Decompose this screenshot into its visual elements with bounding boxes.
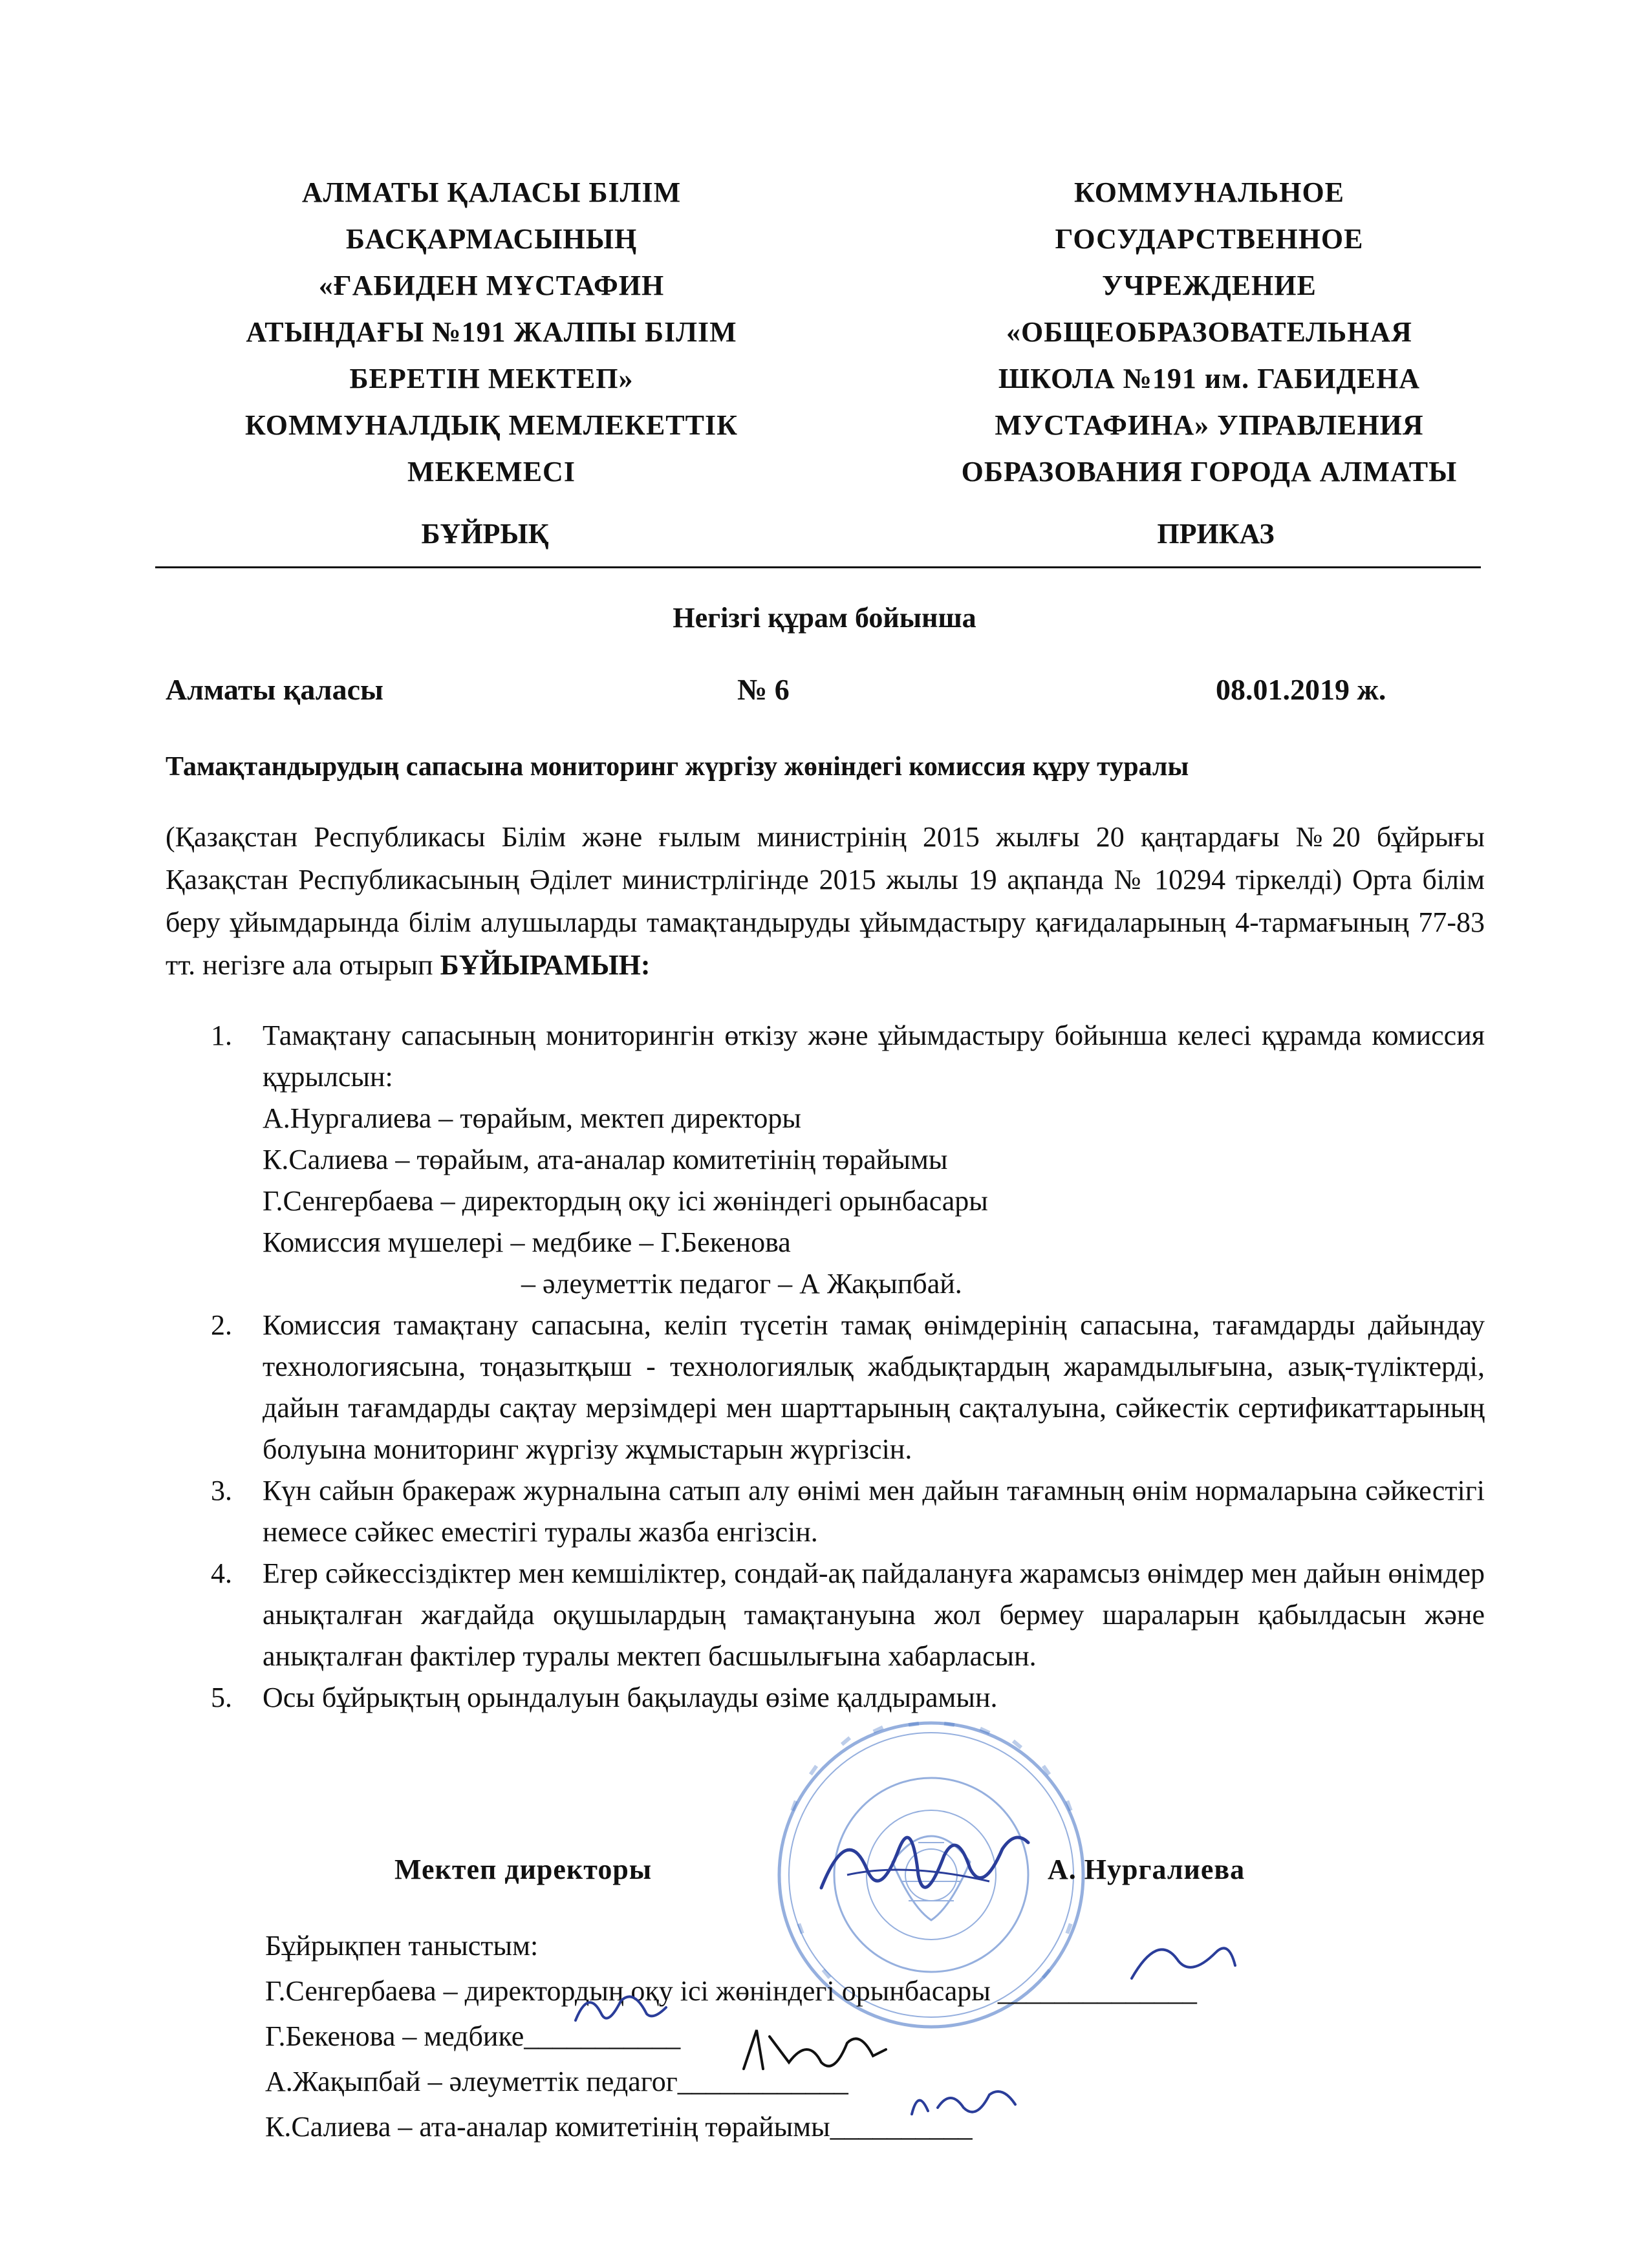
header-russian [912, 169, 1507, 495]
item-number: 1. [211, 1020, 232, 1051]
member-line: Г.Сенгербаева – директордың оқу ісі жөніндегі орынбасары [263, 1185, 988, 1217]
header-kz-line: АТЫНДАҒЫ №191 ЖАЛПЫ БІЛІМ [246, 316, 737, 348]
member-line: А.Нургалиева – төрайым, мектеп директоры [263, 1102, 801, 1134]
order-date: 08.01.2019 ж. [1216, 673, 1386, 706]
order-number: № 6 [737, 673, 790, 706]
list-item [166, 1677, 1485, 1718]
header-kz-line: АЛМАТЫ ҚАЛАСЫ БІЛІМ [301, 177, 682, 208]
member-line: – әлеуметтік педагог – А Жақыпбай. [521, 1268, 962, 1300]
signature-zhakypbai [737, 2024, 892, 2082]
header-divider [155, 566, 1481, 568]
header-ru-line: ГОСУДАРСТВЕННОЕ [1055, 223, 1364, 255]
header-kz-line: БЕРЕТІН МЕКТЕП» [349, 363, 634, 394]
preamble-text: (Қазақстан Республикасы Білім және ғылым министрінің 2015 жылғы 20 қаңтардағы №20 бұйрығы Қазақстан Республикасының Әділет министрлігінде 2015 жылы 19 ақпанда № 10294 тіркелді) Орта білім беру ұйымдарында білім алушыларды тамақтандыруды ұйымдастыру қағидаларының 4-тармағының 77-83 тт. негізге ала отырып [166, 821, 1485, 981]
item-text: Комиссия тамақтану сапасына, келіп түсетін тамақ өнімдерінің сапасына, тағамдарды дайындау технологиясына, тоңазытқыш - технологиялық жабдықтардың жарамдылығына, азық-түліктерді, дайын тағамдарды сақтау мерзімдері мен шарттарының сақталуына, сәйкестік сертификаттарының болуына мониторинг жүргізу жұмыстарын жүргізсін. [263, 1309, 1485, 1465]
item-text: Тамақтану сапасының мониторингін өткізу және ұйымдастыру бойынша келесі құрамда комиссия құрылсын: [263, 1020, 1485, 1093]
signature-name: А. Нургалиева [1048, 1854, 1245, 1885]
list-item [166, 1470, 1485, 1553]
director-signature [808, 1797, 1041, 1927]
list-item [166, 1305, 1485, 1470]
acknowledgement-block [265, 1923, 1197, 2150]
item-number: 3. [211, 1475, 232, 1506]
header-ru-line: ШКОЛА №191 им. ГАБИДЕНА [998, 363, 1421, 394]
order-city: Алматы қаласы [166, 673, 383, 706]
signature-title: Мектеп директоры [394, 1854, 652, 1885]
item-text: Егер сәйкессіздіктер мен кемшіліктер, сондай-ақ пайдалануға жарамсыз өнімдер мен дайын өнімдер анықталған жағдайда оқушылардың тамақтануына жол бермеу шараларын қабылдасын және анықталған фактілер туралы мектеп басшылығына хабарласын. [263, 1557, 1485, 1672]
item-text: Күн сайын бракераж журналына сатып алу өнімі мен дайын тағамның өнім нормаларына сәйкестігі немесе сәйкес еместігі туралы жазба енгізсін. [263, 1475, 1485, 1548]
acknowledgement-line: Г.Бекенова – медбике___________ [265, 2020, 681, 2052]
header-ru-line: КОММУНАЛЬНОЕ [1073, 177, 1345, 208]
signature-sengerbaeva [1119, 1927, 1248, 1991]
header-ru-line: МУСТАФИНА» УПРАВЛЕНИЯ [995, 409, 1424, 441]
header-kz-line: БАСҚАРМАСЫНЫҢ [345, 223, 638, 255]
order-title-kz: БҰЙРЫҚ [421, 518, 549, 550]
item-text: Осы бұйрықтың орындалуын бақылауды өзіме қалдырамын. [263, 1682, 998, 1713]
order-preamble [166, 816, 1485, 987]
item-number: 2. [211, 1309, 232, 1341]
acknowledgement-heading: Бұйрықпен таныстым: [265, 1930, 539, 1962]
header-ru-line: «ОБЩЕОБРАЗОВАТЕЛЬНАЯ [1006, 316, 1412, 348]
item-number: 4. [211, 1557, 232, 1589]
header-kazakh [155, 169, 828, 495]
signature-bekenova [569, 1982, 673, 2033]
order-basis: Негізгі құрам бойынша [673, 602, 976, 634]
header-kz-line: «ҒАБИДЕН МҰСТАФИН [318, 270, 665, 301]
order-title-ru: ПРИКАЗ [1157, 518, 1275, 550]
acknowledgement-line: К.Салиева – ата-аналар комитетінің төрайымы__________ [265, 2111, 973, 2143]
preamble-emphasis: БҰЙЫРАМЫН: [440, 949, 651, 981]
header-kz-line: МЕКЕМЕСІ [407, 456, 576, 487]
header-ru-line: УЧРЕЖДЕНИЕ [1102, 270, 1317, 301]
item-number: 5. [211, 1682, 232, 1713]
header-ru-line: ОБРАЗОВАНИЯ ГОРОДА АЛМАТЫ [961, 456, 1458, 487]
order-subject: Тамақтандырудың сапасына мониторинг жүргізу жөніндегі комиссия құру туралы [166, 752, 1189, 782]
signature-salieva [905, 2075, 1022, 2127]
order-items [166, 1015, 1485, 1718]
member-line: Комиссия мүшелері – медбике – Г.Бекенова [263, 1226, 791, 1258]
acknowledgement-line: Г.Сенгербаева – директордың оқу ісі жөніндегі орынбасары ______________ [265, 1975, 1197, 2007]
acknowledgement-line: А.Жақыпбай – әлеуметтік педагог____________ [265, 2066, 848, 2097]
header-kz-line: КОММУНАЛДЫҚ МЕМЛЕКЕТТІК [244, 409, 738, 441]
member-line: К.Салиева – төрайым, ата-аналар комитетінің төрайымы [263, 1144, 948, 1175]
list-item [166, 1553, 1485, 1677]
list-item [166, 1015, 1485, 1305]
